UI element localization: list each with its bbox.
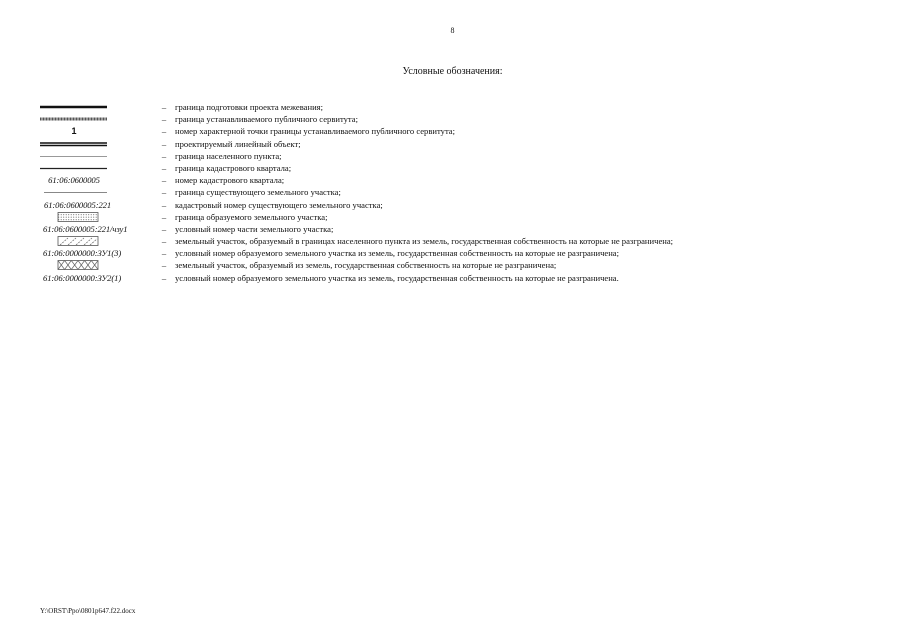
legend-list: [40, 101, 900, 284]
legend-item: [40, 199, 900, 211]
legend-description: номер характерной точки границы устанавливаемого публичного сервитута;: [175, 126, 456, 137]
dash: –: [161, 114, 167, 125]
legend-description: условный номер образуемого земельного участка из земель, государственная собственность на которые не разграничена;: [175, 248, 620, 259]
legend-item: [40, 247, 900, 259]
double-line-symbol: [40, 138, 108, 150]
cross-hatch-box-symbol: [40, 259, 108, 271]
medium-line-symbol: [40, 162, 108, 174]
land-part-number: 61:06:0600005:221/чзу1: [43, 223, 128, 234]
legend-item: [40, 101, 900, 113]
diagonal-hatch-box-symbol: [40, 235, 108, 247]
dash: –: [161, 272, 167, 283]
legend-item: [40, 113, 900, 125]
thin-gray-line-symbol: [40, 186, 108, 198]
legend-description: граница устанавливаемого публичного сервитута;: [175, 114, 358, 125]
legend-item: [40, 174, 900, 186]
dash: –: [161, 150, 167, 161]
dash: –: [161, 162, 167, 173]
formed-plot-number: 61:06:0000000:ЗУ1(3): [43, 248, 122, 259]
dash: –: [161, 187, 167, 198]
formed-plot-number: 61:06:0000000:ЗУ2(1): [43, 272, 122, 283]
legend-description: граница населенного пункта;: [175, 150, 282, 161]
page-number: 8: [450, 26, 455, 35]
legend-description: граница образуемого земельного участка;: [175, 211, 328, 222]
legend-item: [40, 272, 900, 284]
legend-description: граница кадастрового квартала;: [175, 162, 292, 173]
dash: –: [161, 236, 167, 247]
legend-description: условный номер части земельного участка;: [175, 223, 334, 234]
legend-item: [40, 211, 900, 223]
dash: –: [161, 260, 167, 271]
dash: –: [161, 138, 167, 149]
legend-item: [40, 259, 900, 271]
document-file-path: Y:\ORST\Ppo\0801p647.f22.docx: [40, 607, 136, 615]
thin-line-symbol: [40, 150, 108, 162]
legend-description: земельный участок, образуемый в границах населенного пункта из земель, государственная собственность на которые не разграничена;: [175, 236, 674, 247]
cadastral-number: 61:06:0600005:221: [44, 199, 112, 210]
legend-description: граница подготовки проекта межевания;: [175, 102, 324, 112]
legend-item: [40, 235, 900, 247]
dash: –: [161, 126, 167, 137]
legend-item: [40, 138, 900, 150]
legend-description: условный номер образуемого земельного участка из земель, государственная собственность на которые не разграничена.: [175, 272, 619, 283]
legend-item: [40, 186, 900, 198]
legend-item: [40, 223, 900, 235]
legend-item: [40, 162, 900, 174]
dash: –: [161, 211, 167, 222]
legend-title: Условные обозначения:: [402, 66, 503, 77]
dotted-box-symbol: [40, 211, 108, 223]
point-number-symbol: 1: [71, 126, 77, 137]
dash: –: [161, 102, 167, 112]
legend-item: [40, 150, 900, 162]
legend-description: номер кадастрового квартала;: [175, 175, 285, 186]
thick-line-symbol: [40, 101, 108, 113]
legend-description: кадастровый номер существующего земельного участка;: [175, 199, 383, 210]
legend-description: проектируемый линейный объект;: [175, 138, 301, 149]
dash: –: [161, 223, 167, 234]
dash: –: [161, 175, 167, 186]
dash: –: [161, 199, 167, 210]
cadastral-quarter-number: 61:06:0600005: [48, 175, 100, 186]
dash: –: [161, 248, 167, 259]
hatched-line-symbol: [40, 113, 108, 125]
legend-description: граница существующего земельного участка;: [175, 187, 341, 198]
legend-item: [40, 125, 900, 137]
legend-description: земельный участок, образуемый из земель, государственная собственность на которые не разграничена;: [175, 260, 557, 271]
